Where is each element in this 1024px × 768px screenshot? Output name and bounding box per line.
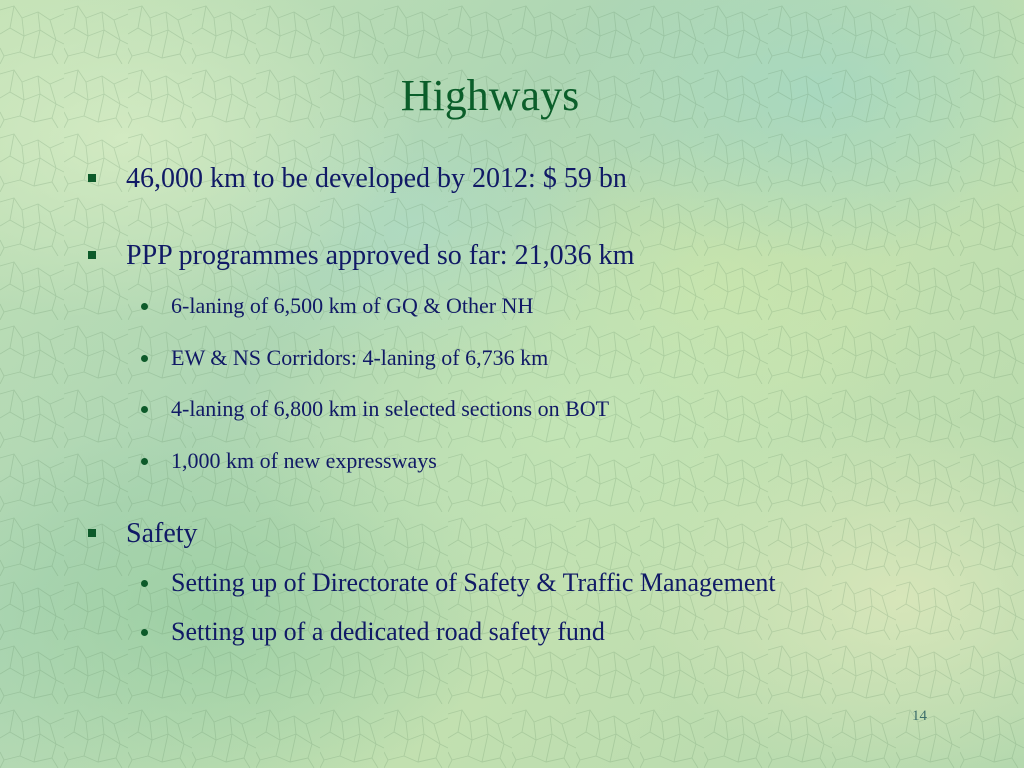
- square-bullet-icon: [88, 529, 96, 537]
- sub-bullet-text: Setting up of Directorate of Safety & Traffic Management: [171, 568, 776, 597]
- dot-bullet-icon: [141, 580, 148, 587]
- dot-bullet-icon: [141, 458, 148, 465]
- dot-bullet-icon: [141, 303, 148, 310]
- bullet-text: PPP programmes approved so far: 21,036 km: [126, 240, 635, 271]
- dot-bullet-icon: [141, 355, 148, 362]
- square-bullet-icon: [88, 174, 96, 182]
- slide-title: Highways: [400, 71, 580, 120]
- sub-bullet-text: 1,000 km of new expressways: [171, 448, 437, 473]
- dot-bullet-icon: [141, 629, 148, 636]
- dot-bullet-icon: [141, 406, 148, 413]
- bullet-text: 46,000 km to be developed by 2012: $ 59 bn: [126, 163, 627, 194]
- sub-bullet-text: EW & NS Corridors: 4-laning of 6,736 km: [171, 345, 549, 370]
- bullet-text: Safety: [126, 518, 198, 549]
- square-bullet-icon: [88, 251, 96, 259]
- sub-bullet-text: 4-laning of 6,800 km in selected sections on BOT: [171, 396, 610, 421]
- slide-number: 14: [912, 708, 927, 724]
- sub-bullet-text: 6-laning of 6,500 km of GQ & Other NH: [171, 293, 534, 318]
- sub-bullet-text: Setting up of a dedicated road safety fund: [171, 617, 605, 646]
